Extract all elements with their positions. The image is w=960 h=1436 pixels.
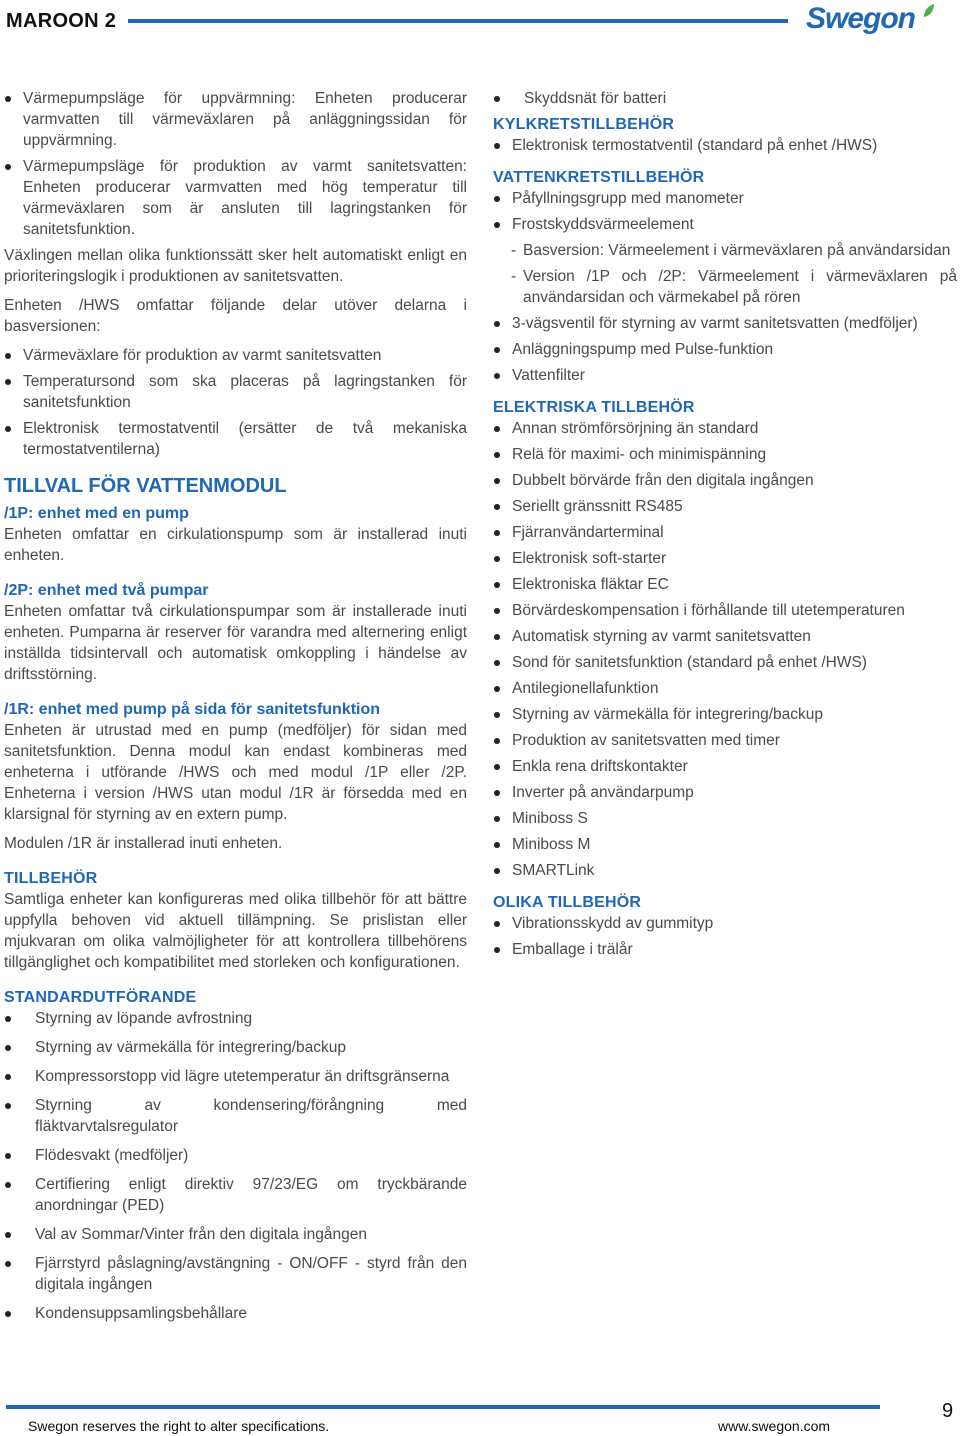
page-footer [0, 1400, 960, 1436]
intro-list [4, 88, 467, 240]
logo-leaf-icon [922, 3, 936, 19]
list-item: Kompressorstopp vid lägre utetemperatur än driftsgränserna [4, 1066, 467, 1087]
right-column [493, 88, 957, 965]
water-list-b [493, 313, 957, 386]
p2-text: Enheten omfattar två cirkulationspumpar som är installerade inuti enheten. Pumparna är reserver för varandra med alternering enligt inställda tidsintervall och automatisk omkoppling i händelse av driftsstörning. [4, 603, 467, 683]
hws-paragraph: Enheten /HWS omfattar följande delar utöver delarna i basversionen: [4, 297, 467, 335]
p1-heading: /1P: enhet med en pump [4, 505, 189, 522]
bullet-icon [5, 1045, 11, 1051]
options-heading: TILLVAL FÖR VATTENMODUL [4, 475, 287, 497]
sub-list-item: - Version /1P och /2P: Värmeelement i värmeväxlaren på användarsidan och värmekabel på rören [511, 268, 957, 306]
list-item: Val av Sommar/Vinter från den digitala ingången [4, 1224, 467, 1245]
bullet-icon [494, 321, 500, 327]
electric-list [493, 418, 957, 881]
bullet-icon [494, 478, 500, 484]
bullet-icon [494, 634, 500, 640]
bullet-icon [494, 816, 500, 822]
list-item: Börvärdeskompensation i förhållande till utetemperaturen [493, 600, 957, 621]
list-item: Enkla rena driftskontakter [493, 756, 957, 777]
bullet-icon [5, 1016, 11, 1022]
left-column [4, 88, 467, 1332]
list-item: Antilegionellafunktion [493, 678, 957, 699]
list-item: Flödesvakt (medföljer) [4, 1145, 467, 1166]
list-item: Vattenfilter [493, 365, 957, 386]
bullet-icon [5, 1074, 11, 1080]
bullet-icon [5, 1261, 11, 1267]
top-list [493, 88, 957, 109]
standard-list [4, 1008, 467, 1324]
footer-rule [6, 1405, 880, 1409]
r1-text: Enheten är utrustad med en pump (medföljer) för sidan med sanitetsfunktion. Denna modul kan endast kombineras med enheterna i utförande /HWS och med modul /1P eller /2P. Enheterna i version /HWS utan modul /1R är försedda med en klarsignal för styrning av en extern pump. [4, 722, 467, 823]
bullet-icon [5, 353, 11, 359]
bullet-icon [494, 222, 500, 228]
footer-website: www.swegon.com [718, 1418, 831, 1434]
list-item: Styrning av värmekälla för integrering/backup [493, 704, 957, 725]
bullet-icon [494, 347, 500, 353]
list-item: Fjärranvändarterminal [493, 522, 957, 543]
bullet-icon [494, 426, 500, 432]
standard-heading: STANDARDUTFÖRANDE [4, 989, 197, 1006]
bullet-icon [494, 842, 500, 848]
page-header [0, 0, 960, 44]
list-item: Påfyllningsgrupp med manometer [493, 188, 957, 209]
bullet-icon [494, 452, 500, 458]
bullet-icon [494, 686, 500, 692]
list-item: Värmeväxlare för produktion av varmt sanitetsvatten [4, 345, 467, 366]
list-item: Inverter på användarpump [493, 782, 957, 803]
bullet-icon [494, 868, 500, 874]
list-item: Sond för sanitetsfunktion (standard på enhet /HWS) [493, 652, 957, 673]
header-rule [128, 19, 788, 23]
document-title: MAROON 2 [6, 10, 117, 32]
list-item: Värmepumpsläge för uppvärmning: Enheten producerar varmvatten till värmeväxlaren på anläggningssidan för uppvärmning. [4, 88, 467, 151]
list-item: Styrning av löpande avfrostning [4, 1008, 467, 1029]
accessories-heading: TILLBEHÖR [4, 870, 98, 887]
list-item: Annan strömförsörjning än standard [493, 418, 957, 439]
bullet-icon [494, 196, 500, 202]
various-list [493, 913, 957, 960]
list-item: Elektronisk soft-starter [493, 548, 957, 569]
list-item: Miniboss M [493, 834, 957, 855]
accessories-text: Samtliga enheter kan konfigureras med olika tillbehör för att bättre uppfylla behoven vid aktuell tillämpning. Se prislistan eller mjukvaran om olika valmöjligheter för att kontrollera tillbehörens tillgänglighet och kompatibilitet med storleken och konfigurationen. [4, 891, 467, 971]
p1-text: Enheten omfattar en cirkulationspump som är installerad inuti enheten. [4, 526, 467, 564]
bullet-icon [5, 1232, 11, 1238]
bullet-icon [494, 504, 500, 510]
bullet-icon [494, 143, 500, 149]
bullet-icon [5, 1153, 11, 1159]
list-item: SMARTLink [493, 860, 957, 881]
bullet-icon [5, 1103, 11, 1109]
list-item: Elektroniska fläktar EC [493, 574, 957, 595]
switch-paragraph: Växlingen mellan olika funktionssätt sker helt automatiskt enligt en prioriteringslogik i produktionen av sanitetsvatten. [4, 247, 467, 285]
cooling-heading: KYLKRETSTILLBEHÖR [493, 116, 675, 133]
list-item: Styrning av kondensering/förångning med fläktvarvtalsregulator [4, 1095, 467, 1137]
list-item: Anläggningspump med Pulse-funktion [493, 339, 957, 360]
list-item: Skyddsnät för batteri [493, 88, 957, 109]
bullet-icon [494, 738, 500, 744]
r1-heading: /1R: enhet med pump på sida för sanitetsfunktion [4, 701, 381, 718]
bullet-icon [494, 764, 500, 770]
list-item: Relä för maximi- och minimispänning [493, 444, 957, 465]
bullet-icon [5, 164, 11, 170]
bullet-icon [494, 96, 500, 102]
hws-list [4, 345, 467, 460]
list-item: Fjärrstyrd påslagning/avstängning - ON/OFF - styrd från den digitala ingången [4, 1253, 467, 1295]
sub-list-item: - Basversion: Värmeelement i värmeväxlaren på användarsidan [511, 242, 951, 259]
bullet-icon [494, 530, 500, 536]
cooling-list [493, 135, 957, 156]
bullet-icon [494, 712, 500, 718]
swegon-logo: Swegon [806, 2, 916, 35]
page-number: 9 [942, 1400, 954, 1422]
list-item: Vibrationsskydd av gummityp [493, 913, 957, 934]
bullet-icon [494, 790, 500, 796]
list-item: Certifiering enligt direktiv 97/23/EG om tryckbärande anordningar (PED) [4, 1174, 467, 1216]
water-list [493, 188, 957, 235]
bullet-icon [494, 660, 500, 666]
list-item: Dubbelt börvärde från den digitala ingången [493, 470, 957, 491]
bullet-icon [494, 582, 500, 588]
list-item: Temperatursond som ska placeras på lagringstanken för sanitetsfunktion [4, 371, 467, 413]
bullet-icon [5, 1311, 11, 1317]
list-item: Styrning av värmekälla för integrering/backup [4, 1037, 467, 1058]
r1-text-2: Modulen /1R är installerad inuti enheten. [4, 835, 283, 852]
list-item: Automatisk styrning av varmt sanitetsvatten [493, 626, 957, 647]
list-item: 3-vägsventil för styrning av varmt sanitetsvatten (medföljer) [493, 313, 957, 334]
electric-heading: ELEKTRISKA TILLBEHÖR [493, 399, 695, 416]
bullet-icon [494, 921, 500, 927]
bullet-icon [494, 556, 500, 562]
list-item: Värmepumpsläge för produktion av varmt sanitetsvatten: Enheten producerar varmvatten med hög temperatur till värmeväxlaren som är ansluten till lagringstanken för sanitetsfunktion. [4, 156, 467, 240]
list-item: Kondensuppsamlingsbehållare [4, 1303, 467, 1324]
list-item: Elektronisk termostatventil (ersätter de två mekaniska termostatventilerna) [4, 418, 467, 460]
footer-disclaimer: Swegon reserves the right to alter specifications. [28, 1418, 330, 1434]
bullet-icon [5, 426, 11, 432]
bullet-icon [5, 1182, 11, 1188]
list-item: Miniboss S [493, 808, 957, 829]
p2-heading: /2P: enhet med två pumpar [4, 582, 209, 599]
list-item: Seriellt gränssnitt RS485 [493, 496, 957, 517]
bullet-icon [494, 373, 500, 379]
water-heading: VATTENKRETSTILLBEHÖR [493, 169, 705, 186]
list-item: Emballage i trälår [493, 939, 957, 960]
bullet-icon [494, 608, 500, 614]
bullet-icon [494, 947, 500, 953]
bullet-icon [5, 96, 11, 102]
bullet-icon [5, 379, 11, 385]
various-heading: OLIKA TILLBEHÖR [493, 894, 642, 911]
list-item: Frostskyddsvärmeelement [493, 214, 957, 235]
list-item: Produktion av sanitetsvatten med timer [493, 730, 957, 751]
list-item: Elektronisk termostatventil (standard på enhet /HWS) [493, 135, 957, 156]
